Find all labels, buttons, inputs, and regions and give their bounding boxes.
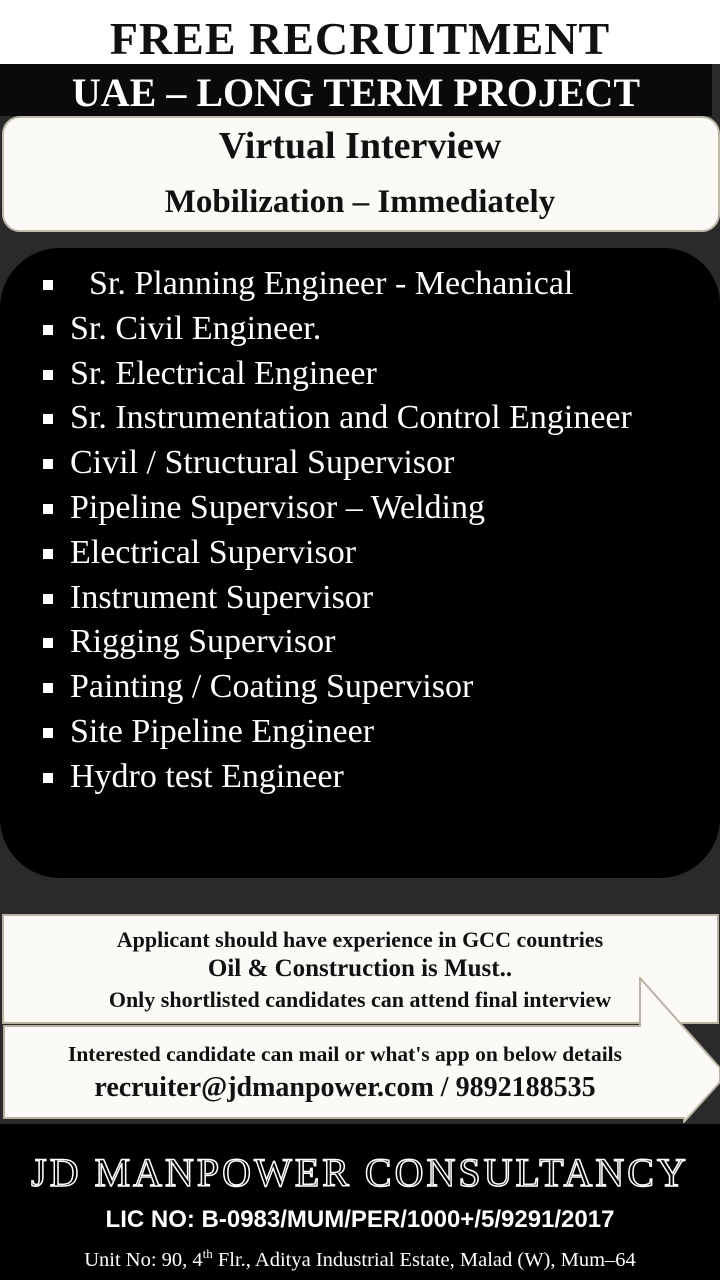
address-superscript: th [202, 1246, 213, 1261]
mobilization-text: Mobilization – Immediately [164, 184, 556, 220]
address-part: Flr., Aditya Industrial Estate, Malad (W), Mum–64 [212, 1248, 636, 1271]
job-item: Pipeline Supervisor – Welding [40, 486, 710, 531]
job-item: Instrument Supervisor [40, 576, 710, 621]
company-name: JD MANPOWER CONSULTANCY [31, 1150, 689, 1195]
requirement-experience: Applicant should have experience in GCC countries [116, 927, 604, 952]
subhead: UAE – LONG TERM PROJECT [71, 70, 641, 115]
requirement-industry: Oil & Construction is Must.. [207, 955, 513, 982]
job-item: Sr. Instrumentation and Control Engineer [40, 396, 710, 441]
job-item: Sr. Electrical Engineer [40, 352, 710, 397]
job-item: Sr. Planning Engineer - Mechanical [40, 262, 710, 307]
address-part: Unit No: 90, 4 [84, 1248, 203, 1271]
interview-title: Virtual Interview [218, 125, 502, 167]
job-item: Electrical Supervisor [40, 531, 710, 576]
job-item: Hydro test Engineer [40, 755, 710, 800]
contact-intro: Interested candidate can mail or what's app on below details [67, 1042, 623, 1066]
headline: FREE RECRUITMENT [109, 13, 611, 64]
job-item: Rigging Supervisor [40, 620, 710, 665]
job-item: Painting / Coating Supervisor [40, 665, 710, 710]
company-address [0, 1240, 720, 1274]
job-item: Site Pipeline Engineer [40, 710, 710, 755]
contact-details[interactable]: recruiter@jdmanpower.com / 9892188535 [94, 1072, 596, 1103]
job-item: Sr. Civil Engineer. [40, 307, 710, 352]
requirement-shortlist: Only shortlisted candidates can attend final interview [108, 987, 612, 1012]
job-item: Civil / Structural Supervisor [40, 441, 710, 486]
license-number: LIC NO: B-0983/MUM/PER/1000+/5/9291/2017 [105, 1206, 615, 1233]
